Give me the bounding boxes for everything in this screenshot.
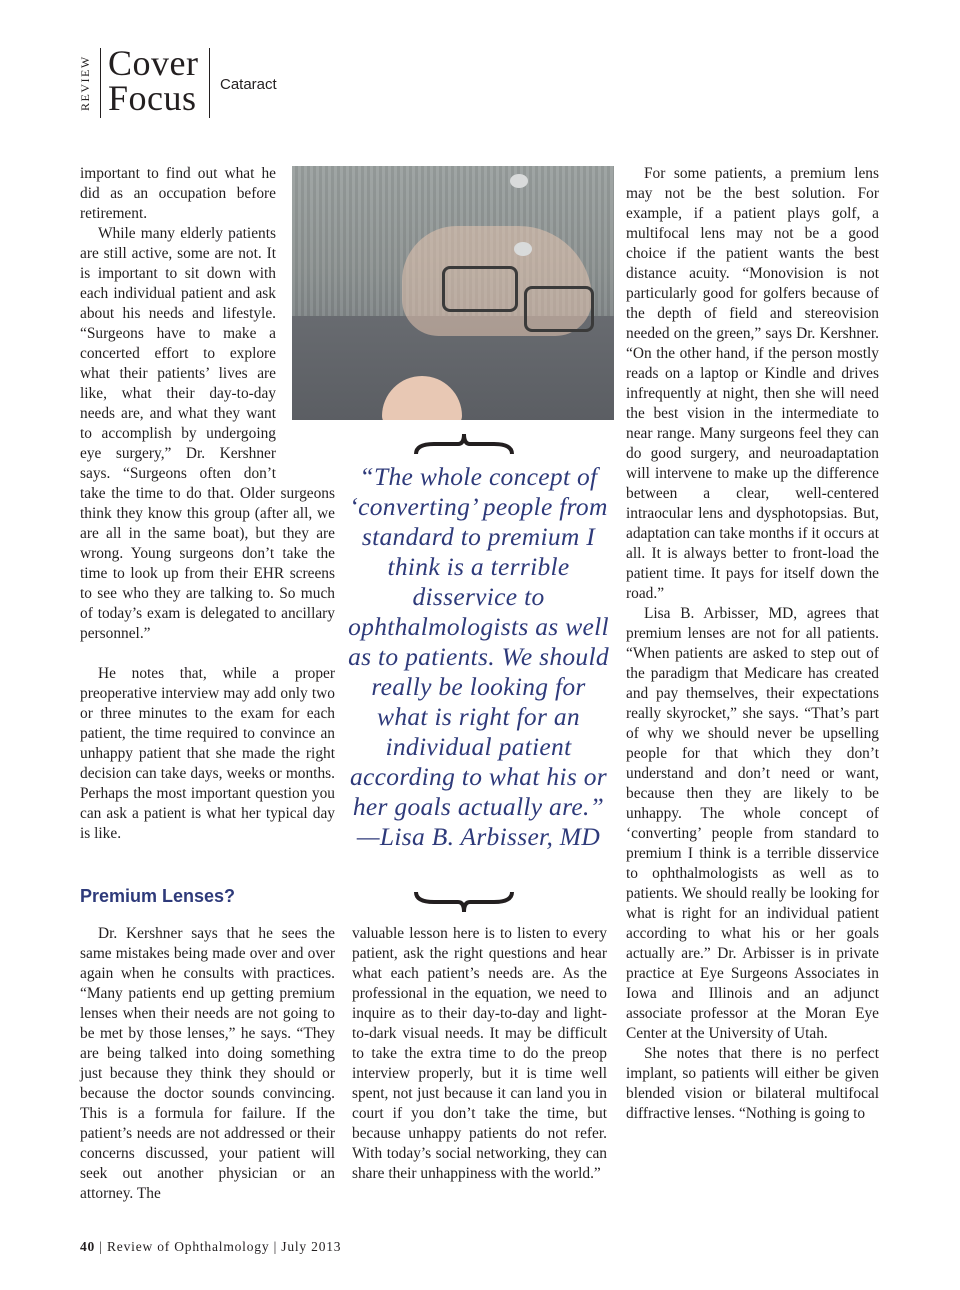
header-divider-right <box>209 48 210 118</box>
col3-paragraph-2: She notes that there is no perfect implant, so patients will either be given blended vision or bilateral multifocal diffractive lenses. “Nothing is going to <box>626 1045 879 1122</box>
section-label: Cataract <box>220 76 277 93</box>
pull-quote-text: “The whole concept of ‘converting’ people from standard to premium I think is a terrible disservice to ophthalmologists as well as to patients. We should really be looking for what is right for an individual patient according to what his or her goals actually are.” <box>348 462 609 821</box>
column-1-lower <box>80 664 335 844</box>
photo-glasses-lens-left <box>442 266 518 312</box>
subhead-premium-lenses: Premium Lenses? <box>80 886 236 906</box>
journal-name: Review of Ophthalmology <box>107 1239 270 1254</box>
brace-bottom-icon <box>414 890 514 914</box>
col1-paragraph-0: important to find out what he did as an occupation before retirement. <box>80 165 276 222</box>
column-3 <box>626 164 879 1124</box>
pull-quote-attribution: —Lisa B. Arbisser, MD <box>356 822 601 851</box>
page-footer <box>80 1239 341 1255</box>
pull-quote <box>346 462 611 852</box>
focus-word: Focus <box>108 78 197 118</box>
col3-paragraph-0: For some patients, a premium lens may not be the best solution. For example, if a patient plays golf, a multifocal lens may not be a good choice if the patient wants the best distance acuity. “Monovision is not particularly good for golfers because of the depth of field and stereovision needed on the green,” says Dr. Kershner. “On the other hand, if the person mostly reads on a laptop or Kindle and drives infrequently at night, then she will need the best vision in the intermediate to near range. Many surgeons feel they can do good surgery, and neuroadaptation will intervene to make up the difference between a clear, well-centered intraocular lens and dysphotopsias. But, adaptation can take months if it occurs at all. It is always better to front-load the patient time. It pays for itself down the road.” <box>626 165 879 602</box>
photo-glasses-lens-right <box>524 286 594 332</box>
col3-paragraph-1: Lisa B. Arbisser, MD, agrees that premium lenses are not for all patients. “When patients are asked to step out of the paradigm that Medicare has created and pay themselves, their expectations really skyrocket,” she says. “That’s part of why we should never be upselling people for that which they don’t understand and don’t need or want, because then they are likely to be unhappy. The whole concept of ‘converting’ people from standard to premium I think is a terrible disservice to ophthalmologists as well as to patients. We should really be looking for what is right for an individual patient according to what his or her goals actually are.” Dr. Arbisser is in private practice at Eye Surgeons Associates in Iowa and Illinois and an adjunct associate professor at the Moran Eye Center at the University of Utah. <box>626 605 879 1042</box>
column-1-bottom <box>80 924 335 1204</box>
photo-button <box>514 242 532 256</box>
brace-top-icon <box>414 432 514 456</box>
footer-separator: | <box>99 1239 103 1254</box>
col1-paragraph-2: He notes that, while a proper preoperative interview may add only two or three minutes to the exam for each patient, the time required to convince an unhappy patient that she made the right decision can take days, weeks or months. Perhaps the most important question you can ask a patient is what her typical day is like. <box>80 665 335 842</box>
photo-hands-holding-eyeglasses <box>292 166 614 420</box>
photo-button <box>510 174 528 188</box>
page-number: 40 <box>80 1239 96 1254</box>
column-2-bottom <box>352 924 607 1184</box>
issue-date: July 2013 <box>281 1239 342 1254</box>
cover-word: Cover <box>108 43 199 83</box>
col1-paragraph-3: Dr. Kershner says that he sees the same mistakes being made over and over again when he consults with practices. “Many patients end up getting premium lenses when their needs are not going to be met by those lenses,” he says. “They are being talked into doing something just because they think they should or because the doctor sounds convincing. This is a formula for failure. If the patient’s needs are not addressed or their concerns discussed, your patient will seek out another physician or an attorney. The <box>80 925 335 1202</box>
col1-paragraph-1: While many elderly patients are still active, some are not. It is important to sit down with each individual patient and ask about his needs and lifestyle. “Surgeons have to make a concerted effort to explore what their patients’ lives are like, what their day-to-day needs are, and what they want to accomplish by undergoing eye surgery,” Dr. Kershner says. “Surgeons often don’t <box>80 225 276 482</box>
footer-separator: | <box>273 1239 278 1254</box>
review-label: REVIEW <box>78 55 92 111</box>
col1-paragraph-1-continued: take the time to do that. Older surgeons think they know this group (after all, we are all in the same boat), but they are wrong. Young surgeons don’t take the time to look up from their EHR screens to see who they are talking to. So much of today’s exam is delegated to ancillary personnel.” <box>80 485 335 642</box>
col2-paragraph-0: valuable lesson here is to listen to every patient, ask the right questions and hear what each patient’s needs are. As the professional in the equation, we need to inquire as to their day-to-day and light-to-dark visual needs. It may be difficult to take the extra time to do the preop interview properly, but it is time well spent, not just because it can land you in court if you don’t take the time, but because unhappy patients do not refer. With today’s social networking, they can share their unhappiness with the world.” <box>352 925 607 1182</box>
cover-focus-title <box>108 43 199 118</box>
header-divider-left <box>100 48 101 118</box>
